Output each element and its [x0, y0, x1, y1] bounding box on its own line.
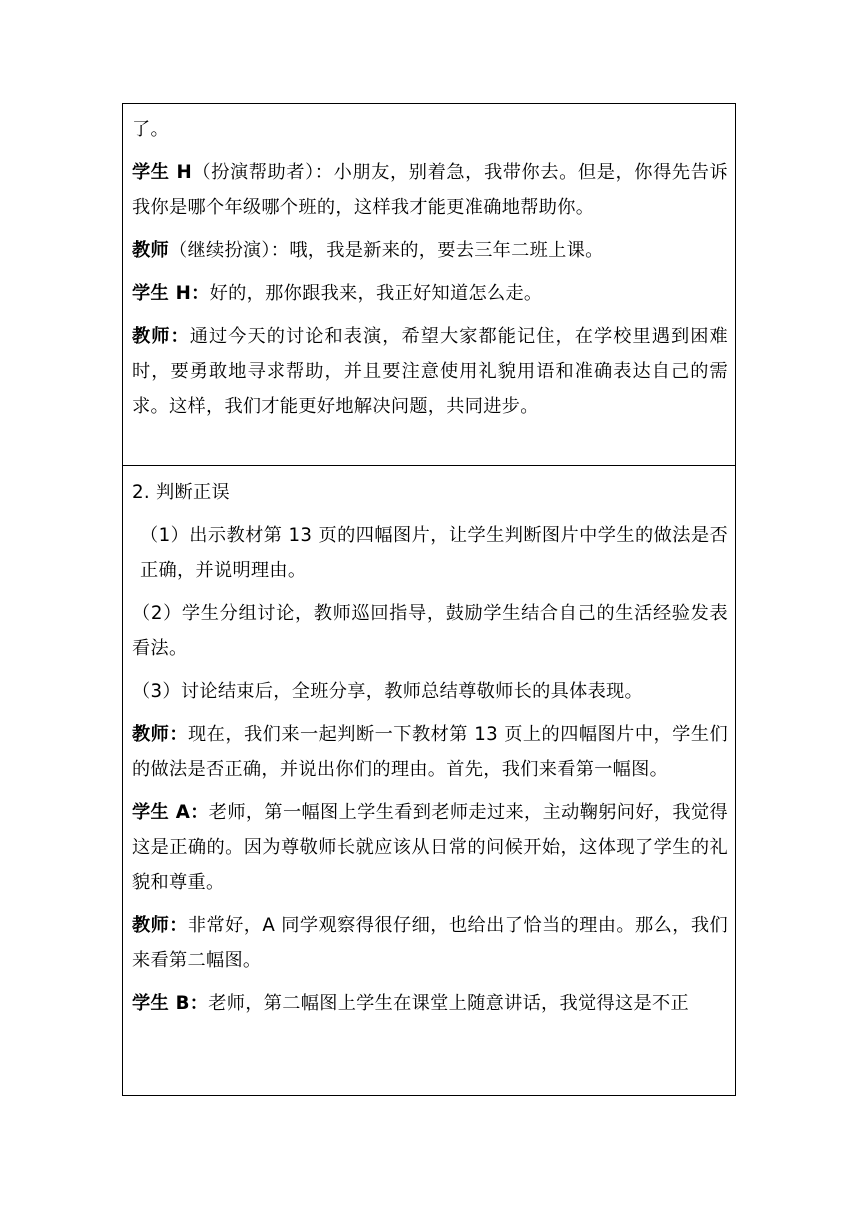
- speaker-note: ：: [190, 802, 209, 823]
- section-heading: 2. 判断正误: [132, 482, 230, 503]
- paragraph-text: 非常好，A 同学观察得很仔细，也给出了恰当的理由。那么，我们来看第二幅图。: [132, 915, 728, 971]
- activity-cell: [123, 466, 735, 1095]
- paragraph: [132, 908, 728, 978]
- speaker-label: 教师: [132, 915, 170, 936]
- speaker-note: （扮演帮助者）：: [192, 162, 334, 183]
- paragraph-text: 小朋友，别着急，我带你去。但是，你得先告诉我你是哪个年级哪个班的，这样我才能更准确地帮助你。: [132, 162, 728, 218]
- speaker-label: 教师: [132, 240, 169, 261]
- paragraph-text: 老师，第一幅图上学生看到老师走过来，主动鞠躬问好，我觉得这是正确的。因为尊敬师长就应该从日常的问候开始，这体现了学生的礼貌和尊重。: [132, 802, 729, 893]
- paragraph: [132, 233, 728, 268]
- step-item: （3）讨论结束后，全班分享，教师总结尊敬师长的具体表现。: [132, 681, 644, 702]
- speaker-label: 学生 H: [132, 162, 193, 183]
- speaker-label: 学生 B: [132, 993, 190, 1014]
- paragraph-text: 通过今天的讨论和表演，希望大家都能记住，在学校里遇到困难时，要勇敢地寻求帮助，并且要注意使用礼貌用语和准确表达自己的需求。这样，我们才能更好地解决问题，共同进步。: [132, 326, 728, 417]
- speaker-note: （继续扮演）：: [168, 240, 290, 261]
- paragraph: 了。: [132, 119, 169, 140]
- speaker-label: 学生 H: [132, 283, 192, 304]
- speaker-label: 学生 A: [132, 802, 191, 823]
- paragraph: [132, 155, 728, 225]
- paragraph-text: 老师，第二幅图上学生在课堂上随意讲话，我觉得这是不正: [208, 993, 689, 1014]
- speaker-note: ：: [191, 283, 210, 304]
- paragraph: [132, 319, 728, 424]
- paragraph-text: 现在，我们来一起判断一下教材第 13 页上的四幅图片中，学生们的做法是否正确，并说出你们的理由。首先，我们来看第一幅图。: [132, 724, 728, 780]
- paragraph: [132, 986, 728, 1021]
- speaker-note: ：: [169, 915, 188, 936]
- speaker-note: ：: [189, 993, 209, 1014]
- speaker-label: 教师: [132, 724, 170, 745]
- paragraph: [132, 717, 728, 787]
- paragraph-text: 好的，那你跟我来，我正好知道怎么走。: [209, 283, 543, 304]
- dialogue-cell: [123, 104, 735, 466]
- speaker-label: 教师: [132, 326, 171, 347]
- paragraph: [132, 276, 728, 311]
- step-item: （1）出示教材第 13 页的四幅图片，让学生判断图片中学生的做法是否正确，并说明理由。: [140, 525, 728, 581]
- paragraph-text: 哦，我是新来的，要去三年二班上课。: [289, 240, 604, 261]
- lesson-table: [122, 103, 736, 1096]
- paragraph: [132, 795, 728, 900]
- speaker-note: ：: [169, 724, 188, 745]
- step-item: （2）学生分组讨论，教师巡回指导，鼓励学生结合自己的生活经验发表看法。: [132, 603, 728, 659]
- speaker-note: ：: [170, 326, 190, 347]
